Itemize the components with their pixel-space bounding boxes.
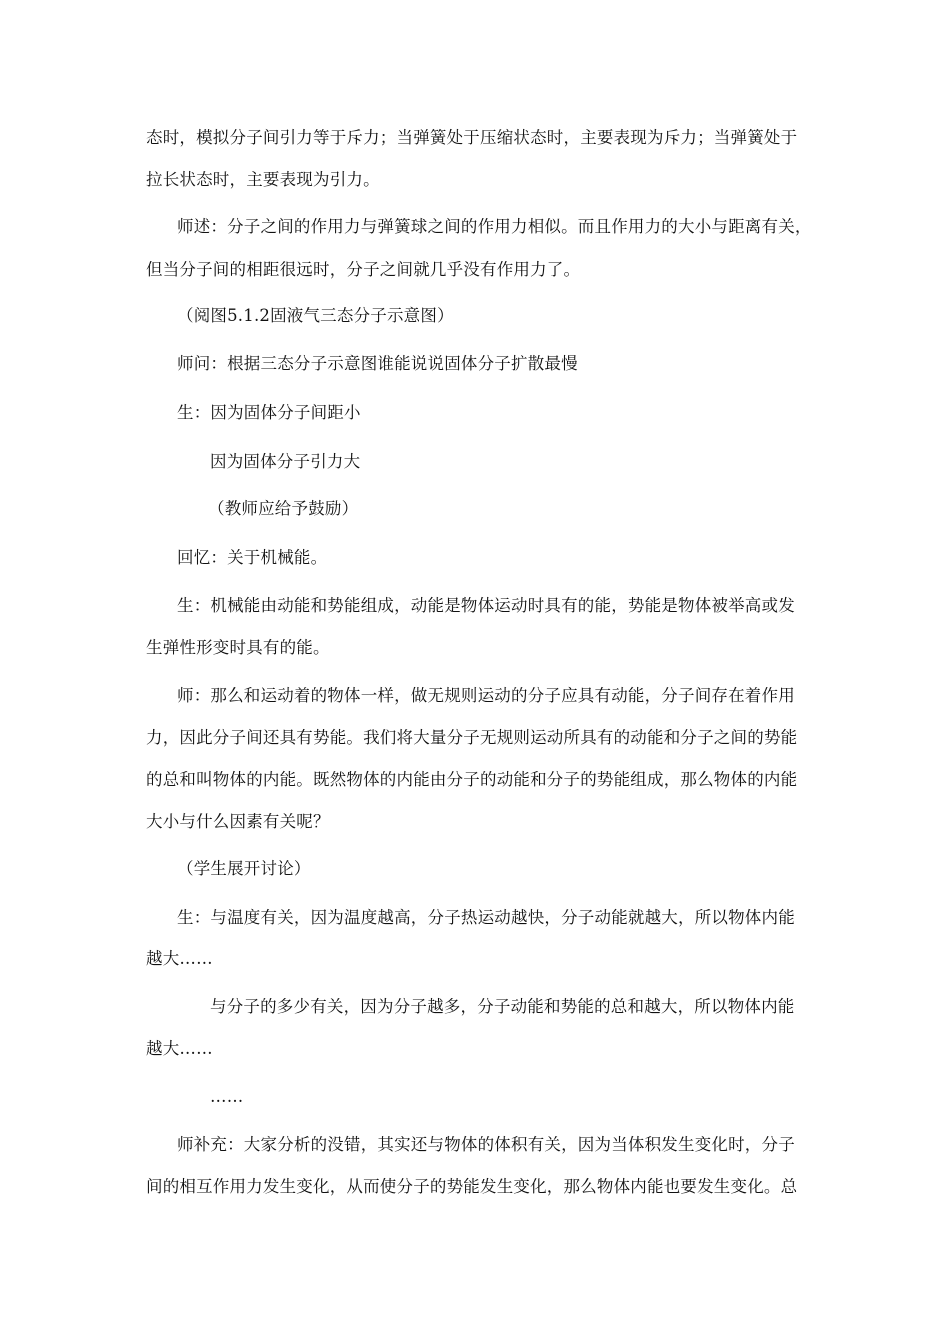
- text-line-8: 因为固体分子引力大: [210, 452, 361, 471]
- text-line-17: （学生展开讨论）: [177, 859, 311, 878]
- text-line-13: 师：那么和运动着的物体一样，做无规则运动的分子应具有动能，分子间存在着作用: [177, 686, 795, 705]
- text-line-2: 拉长状态时，主要表现为引力。: [146, 170, 380, 189]
- text-line-6: 师问：根据三态分子示意图谁能说说固体分子扩散最慢: [177, 354, 578, 373]
- text-line-5: （阅图5.1.2固液气三态分子示意图）: [177, 306, 454, 325]
- text-line-23: 师补充：大家分析的没错，其实还与物体的体积有关，因为当体积发生变化时，分子: [177, 1135, 795, 1154]
- text-line-9: （教师应给予鼓励）: [208, 499, 359, 518]
- text-line-18: 生：与温度有关，因为温度越高，分子热运动越快，分子动能就越大，所以物体内能: [177, 908, 795, 927]
- text-line-4: 但当分子间的相距很远时，分子之间就几乎没有作用力了。: [146, 260, 581, 279]
- text-line-19: 越大……: [146, 949, 213, 968]
- text-line-7: 生：因为固体分子间距小: [177, 403, 361, 422]
- text-line-22: ……: [210, 1087, 244, 1106]
- text-line-11: 生：机械能由动能和势能组成，动能是物体运动时具有的能，势能是物体被举高或发: [177, 596, 795, 615]
- text-line-16: 大小与什么因素有关呢？: [146, 812, 330, 831]
- text-line-12: 生弹性形变时具有的能。: [146, 638, 330, 657]
- text-line-14: 力，因此分子间还具有势能。我们将大量分子无规则运动所具有的动能和分子之间的势能: [146, 728, 798, 747]
- text-line-24: 间的相互作用力发生变化，从而使分子的势能发生变化，那么物体内能也要发生变化。总: [146, 1177, 798, 1196]
- text-line-3: 师述：分子之间的作用力与弹簧球之间的作用力相似。而且作用力的大小与距离有关，: [177, 217, 812, 236]
- text-line-21: 越大……: [146, 1039, 213, 1058]
- text-line-1: 态时，模拟分子间引力等于斥力；当弹簧处于压缩状态时，主要表现为斥力；当弹簧处于: [146, 128, 798, 147]
- text-line-20: 与分子的多少有关，因为分子越多，分子动能和势能的总和越大，所以物体内能: [210, 997, 795, 1016]
- text-line-15: 的总和叫物体的内能。既然物体的内能由分子的动能和分子的势能组成，那么物体的内能: [146, 770, 798, 789]
- text-line-10: 回忆：关于机械能。: [177, 548, 328, 567]
